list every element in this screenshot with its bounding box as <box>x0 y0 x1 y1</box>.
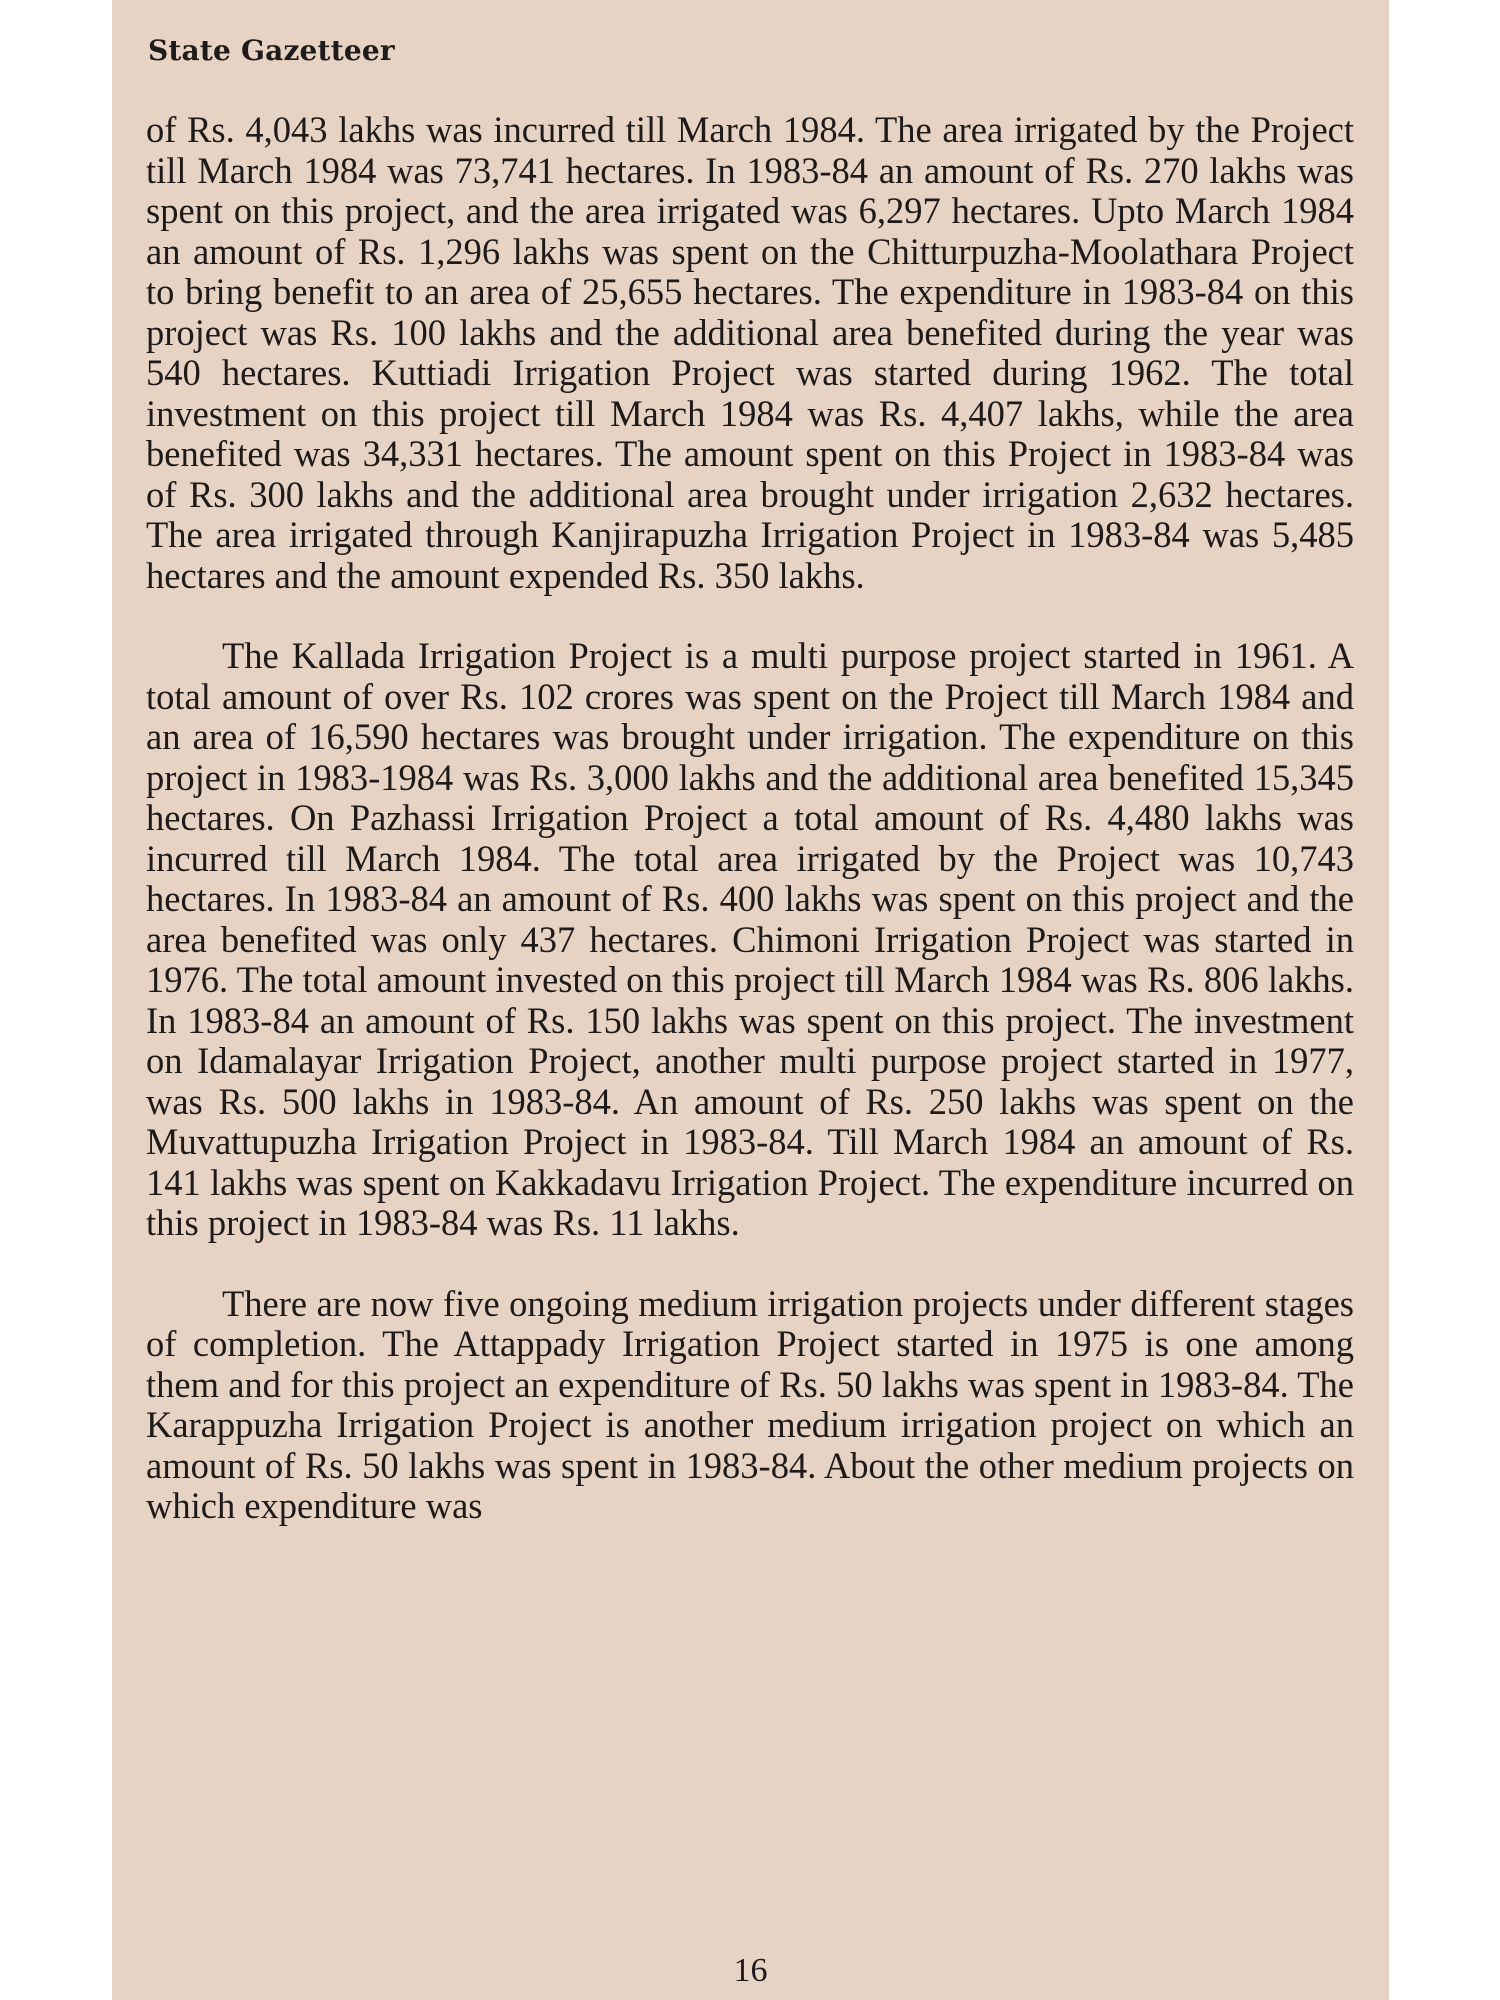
paragraph-1: of Rs. 4,043 lakhs was incurred till March 1984. The area irrigated by the Project till March 1984 was 73,741 hectares. In 1983-84 an amount of Rs. 270 lakhs was spent on this project, and the area irrigated was 6,297 hectares. Upto March 1984 an amount of Rs. 1,296 lakhs was spent on the Chitturpuzha-Moolathara Project to bring benefit to an area of 25,655 hectares. The expenditure in 1983-84 on this project was Rs. 100 lakhs and the additional area benefited during the year was 540 hectares. Kuttiadi Irrigation Project was started during 1962. The total investment on this project till March 1984 was Rs. 4,407 lakhs, while the area benefited was 34,331 hectares. The amount spent on this Project in 1983-84 was of Rs. 300 lakhs and the additional area brought under irrigation 2,632 hectares. The area irrigated through Kanjirapuzha Irrigation Project in 1983-84 was 5,485 hectares and the amount expended Rs. 350 lakhs. <box>146 109 1354 596</box>
document-page <box>112 0 1389 2000</box>
paragraph-3: There are now five ongoing medium irrigation projects under different stages of completion. The Attappady Irrigation Project started in 1975 is one among them and for this project an expenditure of Rs. 50 lakhs was spent in 1983-84. The Karappuzha Irrigation Project is another medium irrigation project on which an amount of Rs. 50 lakhs was spent in 1983-84. About the other medium projects on which expenditure was <box>146 1282 1354 1526</box>
page-number: 16 <box>733 1952 768 1989</box>
running-header: State Gazetteer <box>148 34 395 67</box>
paragraph-2: The Kallada Irrigation Project is a multi purpose project started in 1961. A total amount of over Rs. 102 crores was spent on the Project till March 1984 and an area of 16,590 hectares was brought under irrigation. The expenditure on this project in 1983-1984 was Rs. 3,000 lakhs and the additional area benefited 15,345 hectares. On Pazhassi Irrigation Project a total amount of Rs. 4,480 lakhs was incurred till March 1984. The total area irrigated by the Project was 10,743 hectares. In 1983-84 an amount of Rs. 400 lakhs was spent on this project and the area benefited was only 437 hectares. Chimoni Irrigation Project was started in 1976. The total amount invested on this project till March 1984 was Rs. 806 lakhs. In 1983-84 an amount of Rs. 150 lakhs was spent on this project. The investment on Idamalayar Irrigation Project, another multi purpose project started in 1977, was Rs. 500 lakhs in 1983-84. An amount of Rs. 250 lakhs was spent on the Muvattupuzha Irrigation Project in 1983-84. Till March 1984 an amount of Rs. 141 lakhs was spent on Kakkadavu Irrigation Project. The expenditure incurred on this project in 1983-84 was Rs. 11 lakhs. <box>146 635 1354 1243</box>
body-text <box>146 110 1354 1527</box>
